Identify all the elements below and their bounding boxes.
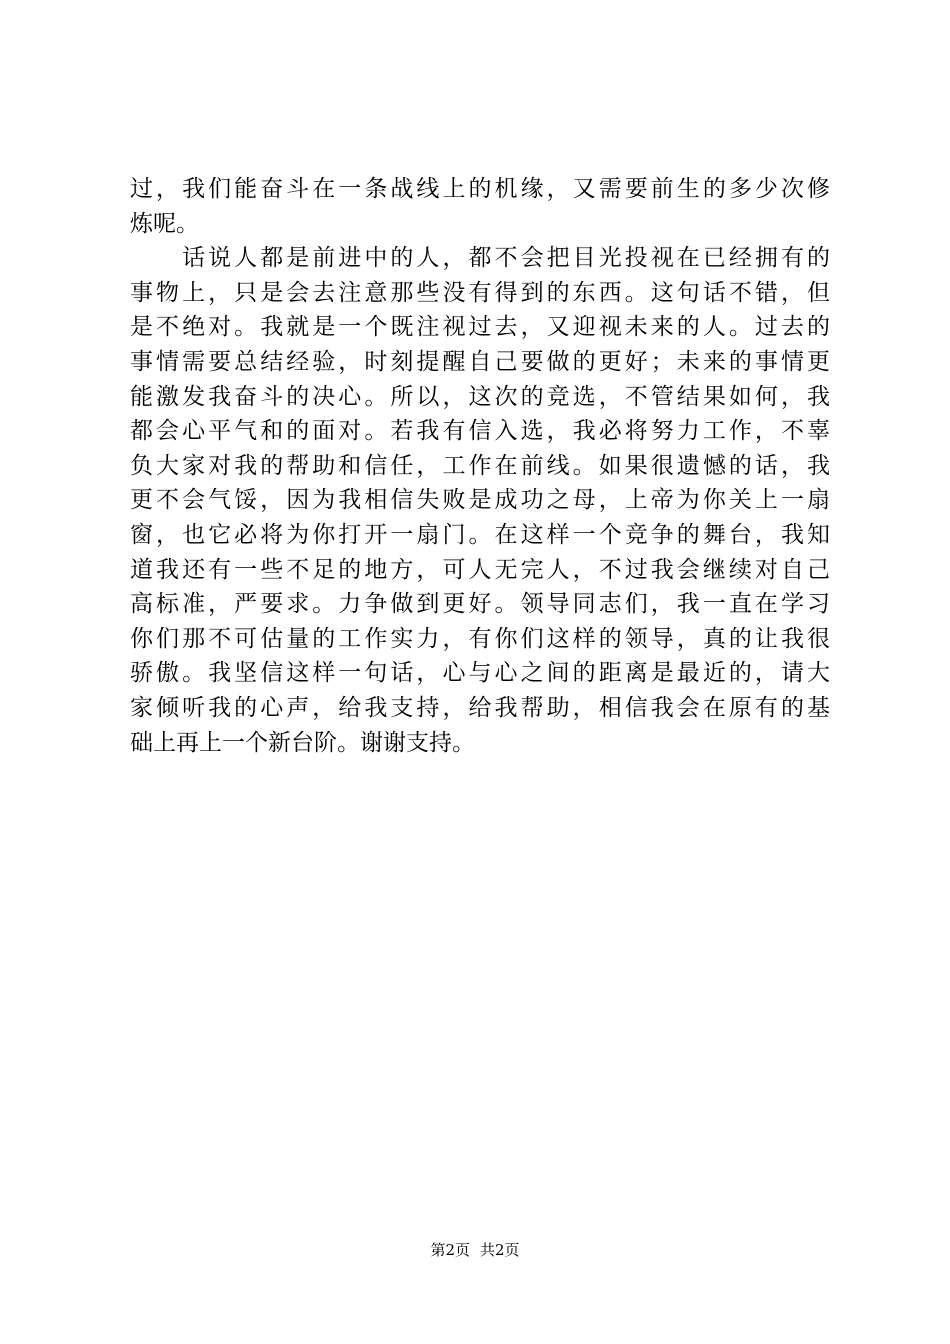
text-line: 是不绝对。我就是一个既注视过去，又迎视未来的人。过去的 <box>130 314 830 341</box>
text-line: 话说人都是前进中的人，都不会把目光投视在已经拥有的 <box>130 245 830 272</box>
page-total: 共2页 <box>480 1241 520 1259</box>
text-line: 你们那不可估量的工作实力，有你们这样的领导，真的让我很 <box>130 625 830 652</box>
text-line: 础上再上一个新台阶。谢谢支持。 <box>130 729 475 756</box>
text-line: 道我还有一些不足的地方，可人无完人，不过我会继续对自己 <box>130 556 830 583</box>
page-footer <box>0 1240 950 1260</box>
text-line: 事物上，只是会去注意那些没有得到的东西。这句话不错，但 <box>130 279 830 306</box>
text-line: 炼呢。 <box>130 210 199 237</box>
text-line: 窗，也它必将为你打开一扇门。在这样一个竞争的舞台，我知 <box>130 521 830 548</box>
body-text <box>130 172 830 760</box>
text-line: 过，我们能奋斗在一条战线上的机缘，又需要前生的多少次修 <box>130 176 830 202</box>
text-line: 家倾听我的心声，给我支持，给我帮助，相信我会在原有的基 <box>130 694 830 721</box>
text-line: 都会心平气和的面对。若我有信入选，我必将努力工作，不辜 <box>130 418 830 445</box>
text-line: 高标准，严要求。力争做到更好。领导同志们，我一直在学习 <box>130 591 830 618</box>
text-line: 负大家对我的帮助和信任，工作在前线。如果很遗憾的话，我 <box>130 452 830 479</box>
text-line: 更不会气馁，因为我相信失败是成功之母，上帝为你关上一扇 <box>130 487 830 514</box>
page-number: 第2页 <box>430 1241 470 1259</box>
text-line: 能激发我奋斗的决心。所以，这次的竞选，不管结果如何，我 <box>130 383 830 410</box>
text-line: 骄傲。我坚信这样一句话，心与心之间的距离是最近的，请大 <box>130 660 830 687</box>
text-line: 事情需要总结经验，时刻提醒自己要做的更好；未来的事情更 <box>130 348 830 375</box>
